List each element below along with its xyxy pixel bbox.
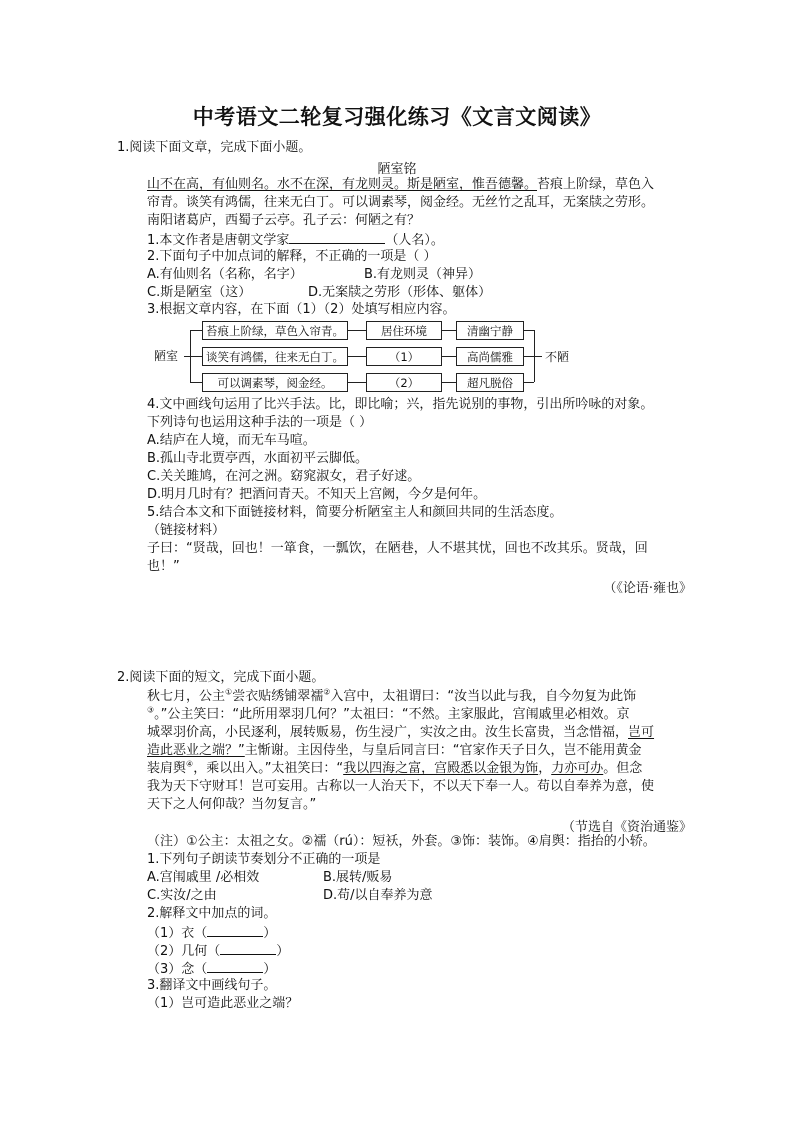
diagram-end-box: 清幽宁静 [456, 321, 524, 340]
answer-blank[interactable] [207, 960, 263, 973]
footnote-mark: ④ [186, 759, 194, 769]
q2-sub1-option-a: A.宫闱戚里 /必相效 [147, 870, 260, 885]
q1-sub1-suffix: （人名）。 [385, 233, 444, 248]
passage-line-3: 南阳诸葛庐，西蜀子云亭。孔子云：何陋之有？ [147, 213, 421, 228]
q1-sub4-line-1: 4.文中画线句运用了比兴手法。比，即比喻；兴，指先说别的事物，引出所吟咏的对象。 [147, 397, 654, 412]
bracket-tick [190, 356, 202, 357]
page-title: 中考语文二轮复习强化练习《文言文阅读》 [192, 104, 602, 129]
q1-sub1-text: 1.本文作者是唐朝文学家 [147, 233, 290, 248]
q1-sub4-option-a: A.结庐在人境，而无车马喧。 [147, 433, 316, 448]
link-material-line-2: 也！” [147, 559, 180, 574]
diagram-end-box: 超凡脱俗 [456, 373, 524, 392]
q2-heading: 2.阅读下面的短文，完成下面小题。 [117, 670, 325, 685]
poem-title: 陋室铭 [377, 162, 417, 177]
bracket-tick [524, 330, 534, 331]
passage-text: 苔痕上阶绿，草色入 [537, 177, 655, 192]
answer-blank[interactable] [289, 231, 385, 244]
q2-sub1-option-b: B.展转/贩易 [323, 870, 393, 885]
diagram-quote-box: 可以调素琴，阅金经。 [202, 373, 348, 392]
q1-sub3: 3.根据文章内容，在下面（1）（2）处填写相应内容。 [147, 302, 456, 317]
answer-blank[interactable] [220, 942, 276, 955]
passage-text: 装肩舆 [147, 761, 187, 776]
q1-sub5: 5.结合本文和下面链接材料，简要分析陋室主人和颜回共同的生活态度。 [147, 505, 563, 520]
link-material-source: （《论语·雍也》 [603, 581, 692, 596]
q2-sub1-option-c: C.实汝/之由 [147, 888, 217, 903]
bracket-tick [524, 356, 534, 357]
underlined-sentence: 我以四海之富，宫殿悉以金银为饰 [343, 761, 539, 776]
q1-sub4-option-b: B.孤山寺北贾亭西，水面初平云脚低。 [147, 451, 369, 466]
q2-sub1-option-d: D.苟/以自奉养为意 [323, 888, 433, 903]
connector [442, 382, 456, 383]
bracket-tick [524, 382, 534, 383]
diagram-left-label: 陋室 [154, 349, 179, 363]
q2-sub3-item-1: （1）岂可造此恶业之端？ [147, 996, 299, 1011]
passage-text: 城翠羽价高，小民逐利，展转贩易，伤生浸广，实汝之由。汝生长富贵，当念惜福， [147, 725, 629, 740]
connector [442, 330, 456, 331]
q2-passage-line-6: 我为天下守财耳！岂可妄用。古称以一人治天下，不以天下奉一人。苟以自奉养为意，使 [147, 779, 655, 794]
q1-sub2-option-c: C.斯是陋室（这） [147, 285, 252, 300]
q2-sub2: 2.解释文中加点的词。 [147, 906, 277, 921]
link-material-label: （链接材料） [147, 523, 226, 538]
q2-source: （节选自《资治通鉴》 [561, 820, 692, 835]
q1-sub4-option-c: C.关关雎鸠，在河之洲。窈窕淑女，君子好逑。 [147, 469, 421, 484]
q1-sub2: 2.下面句子中加点词的解释，不正确的一项是（ ） [147, 249, 437, 264]
passage-text: ， [538, 761, 552, 776]
underlined-sentence: 力亦可办 [551, 761, 604, 776]
passage-text: 。”公主笑曰：“此所用翠羽几何？”太祖曰：“不然。主家服此，宫闱戚里必相效。京 [154, 707, 630, 722]
bracket-tick [190, 330, 202, 331]
passage-line-1 [147, 177, 654, 193]
footnote-mark: ② [323, 687, 331, 697]
diagram-mid-box: 居住环境 [366, 321, 442, 340]
connector [348, 356, 366, 357]
q1-sub4-line-2: 下列诗句也运用这种手法的一项是（ ） [147, 415, 373, 430]
link-material-line-1: 子曰：“贤哉，回也！一箪食，一瓢饮，在陋巷，人不堪其忧，回也不改其乐。贤哉，回 [147, 541, 648, 556]
q2-sub1: 1.下列句子朗读节奏划分不正确的一项是 [147, 852, 381, 867]
item-text: （1）衣（ [147, 926, 208, 941]
diagram-blank-box-1[interactable]: （1） [366, 347, 442, 366]
bracket-right-stem [534, 356, 542, 357]
footnote-mark: ③ [147, 705, 155, 715]
passage-text: ，乘以出入。”太祖笑曰：“ [193, 761, 344, 776]
underlined-sentence: 山不在高，有仙则名。水不在深，有龙则灵。斯是陋室，惟吾德馨。 [147, 177, 538, 192]
diagram-right-label: 不陋 [545, 350, 570, 364]
passage-text: 主惭谢。主因侍坐，与皇后同言曰：“官家作天子日久，岂不能用黄金 [244, 743, 642, 758]
passage-text: 。但念 [603, 761, 643, 776]
passage-text: 尝衣贴绣铺翠襦 [232, 689, 324, 704]
q2-passage-line-7: 天下之人何仰哉？当勿复言。” [147, 797, 317, 812]
close-paren: ） [263, 926, 277, 941]
bracket-tick [190, 382, 202, 383]
q2-passage-line-2 [147, 707, 630, 723]
q2-passage-line-1 [147, 689, 636, 705]
q1-sub2-option-d: D.无案牍之劳形（形体、躯体） [308, 285, 492, 300]
q2-notes: （注）①公主：太祖之女。②襦（rú）：短袄，外套。③饰：装饰。④肩舆：指抬的小轿。 [147, 834, 656, 849]
underlined-sentence: 岂可 [628, 725, 655, 740]
connector [348, 382, 366, 383]
diagram-quote-box: 苔痕上阶绿，草色入帘青。 [202, 321, 348, 340]
structure-diagram [150, 319, 590, 395]
q2-sub2-item-1 [147, 924, 276, 942]
q2-sub3: 3.翻译文中画线句子。 [147, 978, 277, 993]
q1-heading: 1.阅读下面文章，完成下面小题。 [117, 140, 312, 155]
q1-sub1 [147, 231, 444, 249]
answer-blank[interactable] [207, 924, 263, 937]
item-text: （3）念（ [147, 962, 208, 977]
close-paren: ） [263, 962, 277, 977]
item-text: （2）几何（ [147, 944, 221, 959]
footnote-mark: ① [225, 687, 233, 697]
underlined-sentence: 造此恶业之端？” [147, 743, 245, 758]
passage-line-2: 帘青。谈笑有鸿儒，往来无白丁。可以调素琴，阅金经。无丝竹之乱耳，无案牍之劳形。 [147, 195, 655, 210]
q2-sub2-item-2 [147, 942, 289, 960]
q2-sub2-item-3 [147, 960, 276, 978]
q1-sub2-option-b: B.有龙则灵（神异） [364, 267, 482, 282]
q2-passage-line-3 [147, 725, 654, 741]
q1-sub4-option-d: D.明月几时有？把酒问青天。不知天上宫阙，今夕是何年。 [147, 487, 487, 502]
diagram-quote-box: 谈笑有鸿儒，往来无白丁。 [202, 347, 348, 366]
diagram-blank-box-2[interactable]: （2） [366, 373, 442, 392]
q2-passage-line-5 [147, 761, 642, 777]
q1-sub2-option-a: A.有仙则名（名称，名字） [147, 267, 303, 282]
passage-text: 入宫中，太祖谓曰：“汝当以此与我，自今勿复为此饰 [330, 689, 637, 704]
passage-text: 秋七月，公主 [147, 689, 226, 704]
close-paren: ） [276, 944, 290, 959]
connector [348, 330, 366, 331]
connector [442, 356, 456, 357]
diagram-end-box: 高尚儒雅 [456, 347, 524, 366]
q2-passage-line-4 [147, 743, 642, 759]
